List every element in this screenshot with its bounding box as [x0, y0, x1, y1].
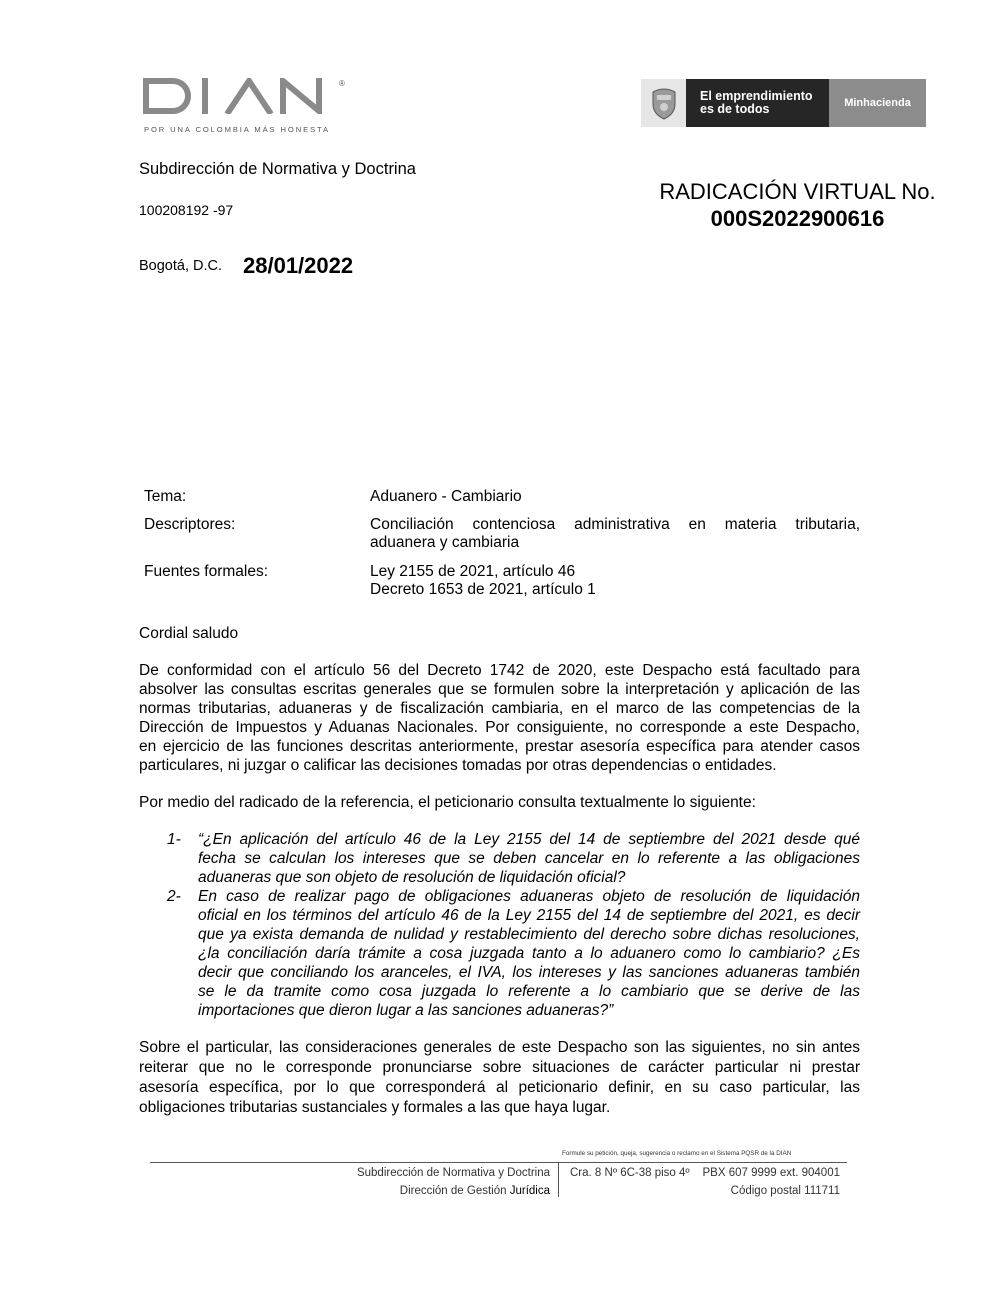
gov-slogan-line1: El emprendimiento — [700, 89, 813, 103]
gov-slogan — [686, 79, 829, 127]
question-line: fecha se calculan los intereses que se deben cancelar en lo referente a las obligaciones — [198, 850, 860, 867]
questions-list — [167, 830, 860, 1020]
paragraph-line: normas tributarias, aduaneras y de fiscalización cambiaria, en el marco de las competencias de la — [139, 700, 860, 717]
footer-address: Cra. 8 Nº 6C-38 piso 4º — [570, 1167, 690, 1179]
question-line: ¿la conciliación daría trámite a cosa juzgada tanto a lo aduanero como lo cambiario? ¿Es — [198, 945, 860, 962]
tema-value: Aduanero - Cambiario — [370, 488, 522, 505]
dian-logo — [143, 78, 353, 138]
question-line: aduaneras que son objeto de resolución de liquidación oficial? — [198, 869, 626, 886]
footer-office-line1: Subdirección de Normativa y Doctrina — [356, 1167, 550, 1179]
descriptores-row — [144, 516, 860, 552]
tema-row — [144, 488, 860, 506]
government-logo — [641, 79, 926, 127]
question-item — [167, 887, 860, 1020]
footer-pqsr-note: Formule su petición, queja, sugerencia o reclamo en el Sistema PQSR de la DIAN — [562, 1150, 792, 1157]
paragraph-line: asesoría específica, por lo que corresponderá al peticionario definir, en su caso particular, las — [139, 1079, 860, 1096]
fuentes-label: Fuentes formales: — [144, 563, 269, 580]
paragraph-line: obligaciones tributarias sustanciales y formales a las que haya lugar. — [139, 1099, 611, 1116]
paragraph-line: Dirección de Impuestos y Aduanas Nacionales. Por consiguiente, no corresponde a este Despacho, — [139, 719, 860, 736]
footer-vertical-divider — [558, 1163, 559, 1197]
city: Bogotá, D.C. — [139, 258, 223, 274]
fuentes-row — [144, 563, 860, 599]
gov-slogan-line2: es de todos — [700, 102, 770, 116]
footer-postal: Código postal 111711 — [730, 1185, 840, 1197]
reference-number: 100208192 -97 — [139, 202, 234, 218]
descriptores-line: Conciliación contenciosa administrativa en materia tributaria, — [370, 516, 860, 533]
paragraph-competence — [139, 661, 860, 775]
coat-of-arms-icon — [641, 79, 686, 127]
paragraph-line: reiterar que no le corresponde pronunciarse sobre situaciones de carácter particular ni prestar — [139, 1059, 860, 1076]
tema-label: Tema: — [144, 488, 187, 505]
paragraph-line: absolver las consultas escritas generales que se formulen sobre la interpretación y aplicación de las — [139, 681, 860, 698]
descriptores-label: Descriptores: — [144, 516, 236, 533]
question-line: oficial en los términos del artículo 46 de la Ley 2155 del 14 de septiembre del 2021, es decir — [198, 907, 860, 924]
descriptores-value — [370, 516, 860, 552]
footer-office-prefix: Dirección de Gestión — [399, 1185, 507, 1197]
registered-mark-icon: ® — [339, 79, 345, 88]
footer-phone: PBX 607 9999 ext. 904001 — [702, 1167, 840, 1179]
paragraph-line: De conformidad con el artículo 56 del Decreto 1742 de 2020, este Despacho está facultado para — [139, 662, 860, 679]
descriptores-line: aduanera y cambiaria — [370, 534, 520, 551]
question-line: importaciones que dieron lugar a las sanciones aduaneras?” — [198, 1002, 614, 1019]
fuentes-line: Ley 2155 de 2021, artículo 46 — [370, 563, 576, 580]
footer-office — [300, 1164, 550, 1200]
paragraph-request: Por medio del radicado de la referencia, el peticionario consulta textualmente lo siguiente: — [139, 794, 756, 811]
fuentes-line: Decreto 1653 de 2021, artículo 1 — [370, 581, 596, 598]
dian-wordmark-icon — [143, 78, 339, 114]
question-line: se le da tramite como cosa juzgada lo referente a lo cambiario que se derive de las — [198, 983, 860, 1000]
footer-contact — [570, 1164, 840, 1200]
question-line: decir que conciliando los aranceles, el IVA, los intereses y las sanciones aduaneras también — [198, 964, 860, 981]
question-marker: 1- — [167, 831, 181, 848]
fuentes-value — [370, 563, 860, 599]
document-date: 28/01/2022 — [243, 253, 354, 278]
ministry-name: Minhacienda — [829, 79, 926, 127]
question-line: En caso de realizar pago de obligaciones aduaneras objeto de resolución de liquidación — [198, 888, 860, 905]
footer-divider — [150, 1162, 847, 1163]
question-marker: 2- — [167, 888, 181, 905]
question-line: “¿En aplicación del artículo 46 de la Ley 2155 del 14 de septiembre del 2021 desde qué — [198, 831, 860, 848]
footer-office-line2 — [300, 1182, 550, 1200]
radicacion-label: RADICACIÓN VIRTUAL No. — [659, 179, 936, 204]
greeting: Cordial saludo — [139, 625, 239, 642]
footer-contact-line1 — [570, 1164, 840, 1182]
radicacion-block — [636, 178, 959, 232]
paragraph-line: Sobre el particular, las consideraciones generales de este Despacho son las siguientes, no sin antes — [139, 1039, 860, 1056]
question-item — [167, 830, 860, 887]
footer-office-strong: Jurídica — [509, 1185, 550, 1197]
office-name: Subdirección de Normativa y Doctrina — [139, 160, 416, 178]
question-line: que ya exista demanda de nulidad y restablecimiento del derecho sobre dichas resoluciones, — [198, 926, 860, 943]
radicacion-number: 000S2022900616 — [710, 206, 885, 231]
paragraph-considerations — [139, 1038, 860, 1118]
paragraph-line: en ejercicio de las funciones descritas anteriormente, prestar asesoría específica para atender casos — [139, 738, 860, 755]
dian-tagline: POR UNA COLOMBIA MÁS HONESTA — [144, 125, 330, 134]
paragraph-line: particulares, ni juzgar o calificar las decisiones tomadas por otras dependencias o entidades. — [139, 757, 777, 774]
